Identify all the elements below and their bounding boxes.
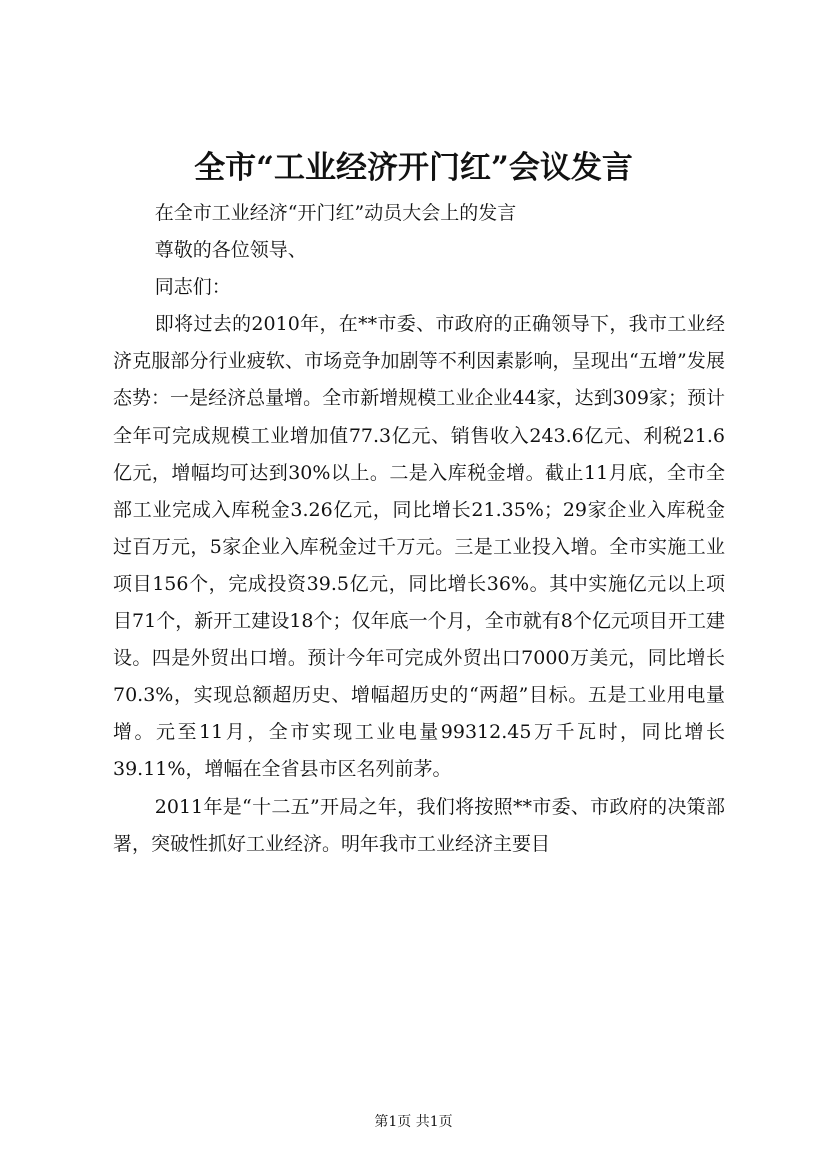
paragraph-plan-2011: 2011年是“十二五”开局之年，我们将按照**市委、市政府的决策部署，突破性抓好工业经济。明年我市工业经济主要目 [113, 795, 725, 855]
paragraph-subtitle: 在全市工业经济“开门红”动员大会上的发言 [154, 202, 517, 224]
document-body [113, 195, 725, 863]
paragraph-review-2010: 即将过去的2010年，在**市委、市政府的正确领导下，我市工业经济克服部分行业疲软、市场竞争加剧等不利因素影响，呈现出“五增”发展态势：一是经济总量增。全市新增规模工业企业44家，达到309家；预计全年可完成规模工业增加值77.3亿元、销售收入243.6亿元、利税21.6亿元，增幅均可达到30%以上。二是入库税金增。截止11月底，全市全部工业完成入库税金3.26亿元，同比增长21.35%；29家企业入库税金过百万元，5家企业入库税金过千万元。三是工业投入增。全市实施工业项目156个，完成投资39.5亿元，同比增长36%。其中实施亿元以上项目71个，新开工建设18个；仅年底一个月，全市就有8个亿元项目开工建设。四是外贸出口增。预计今年可完成外贸出口7000万美元，同比增长70.3%，实现总额超历史、增幅超历史的“两超”目标。五是工业用电量增。元至11月，全市实现工业电量99312.45万千瓦时，同比增长39.11%，增幅在全省县市区名列前茅。 [113, 313, 725, 781]
paragraph-salutation: 尊敬的各位领导、 [154, 239, 307, 262]
page-number-footer: 第1页 共1页 [374, 1114, 453, 1130]
document-title: 全市“工业经济开门红”会议发言 [194, 150, 633, 186]
paragraph-salutation-comrades: 同志们： [154, 276, 231, 299]
